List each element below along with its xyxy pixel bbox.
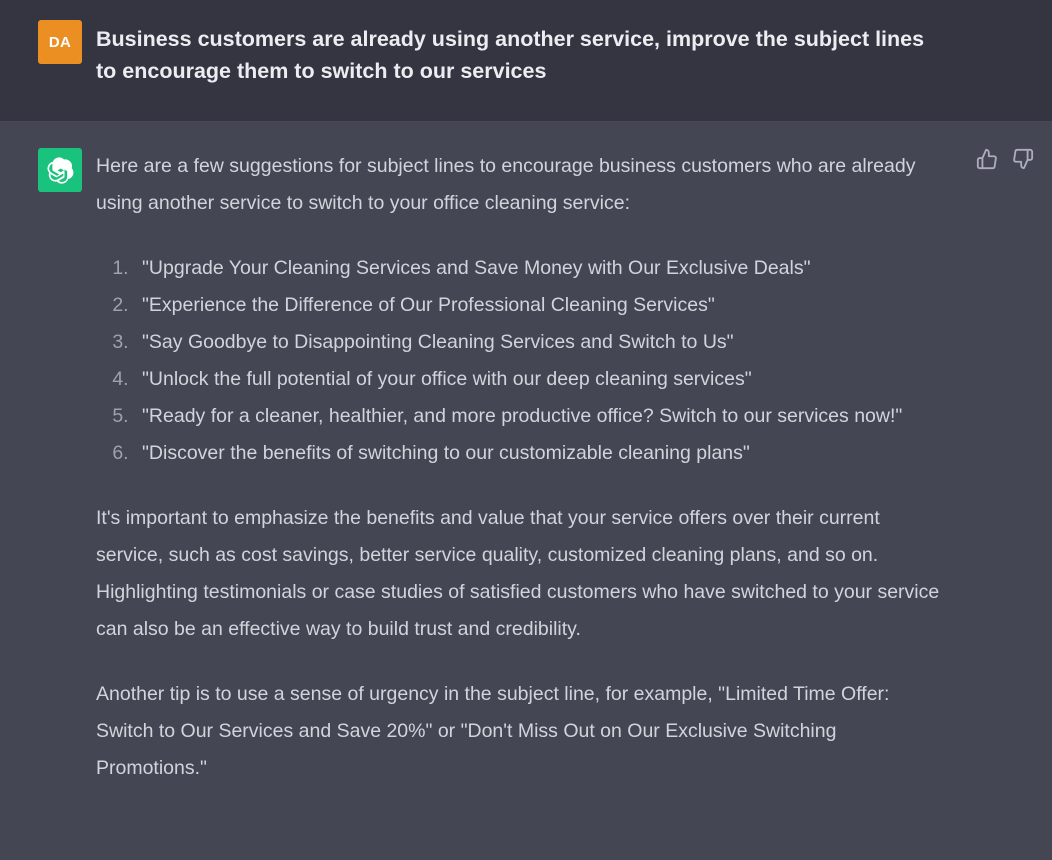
list-item: 5. "Ready for a cleaner, healthier, and more productive office? Switch to our services now!" xyxy=(134,398,948,435)
assistant-intro-paragraph: Here are a few suggestions for subject lines to encourage business customers who are already using another service to switch to your office cleaning service: xyxy=(96,155,916,214)
list-item: 2. "Experience the Difference of Our Professional Cleaning Services" xyxy=(134,287,948,324)
list-item: 4. "Unlock the full potential of your office with our deep cleaning services" xyxy=(134,361,948,398)
avatar xyxy=(38,20,82,64)
list-item: 1. "Upgrade Your Cleaning Services and Save Money with Our Exclusive Deals" xyxy=(134,250,948,287)
list-item: 3. "Say Goodbye to Disappointing Cleaning Services and Switch to Us" xyxy=(134,324,948,361)
assistant-avatar-wrap xyxy=(20,148,68,192)
user-message-content xyxy=(96,20,948,87)
message-actions xyxy=(976,148,1034,170)
assistant-message-turn xyxy=(0,122,1052,860)
thumbs-down-icon[interactable] xyxy=(1012,148,1034,170)
user-avatar-wrap xyxy=(20,20,72,64)
user-message-text: Business customers are already using another service, improve the subject lines to encourage them to switch to our services xyxy=(96,27,925,83)
avatar-initials: DA xyxy=(48,33,72,51)
list-item: 6. "Discover the benefits of switching to our customizable cleaning plans" xyxy=(134,435,948,472)
assistant-paragraph-2: It's important to emphasize the benefits and value that your service offers over their current service, such as cost savings, better service quality, customized cleaning plans, and so on. Highlighting testimonials or case studies of satisfied customers who have switched to your service can also be an effective way to build trust and credibility. xyxy=(96,507,940,640)
user-message-turn xyxy=(0,0,1052,122)
assistant-paragraph-3: Another tip is to use a sense of urgency in the subject line, for example, "Limited Time Offer: Switch to Our Services and Save 20%" or "Don't Miss Out on Our Exclusive Switching Promotions." xyxy=(96,683,890,779)
openai-logo-icon xyxy=(47,157,74,184)
thumbs-up-icon[interactable] xyxy=(976,148,998,170)
suggestions-list xyxy=(96,250,948,472)
assistant-message-content xyxy=(96,148,948,787)
avatar xyxy=(38,148,82,192)
